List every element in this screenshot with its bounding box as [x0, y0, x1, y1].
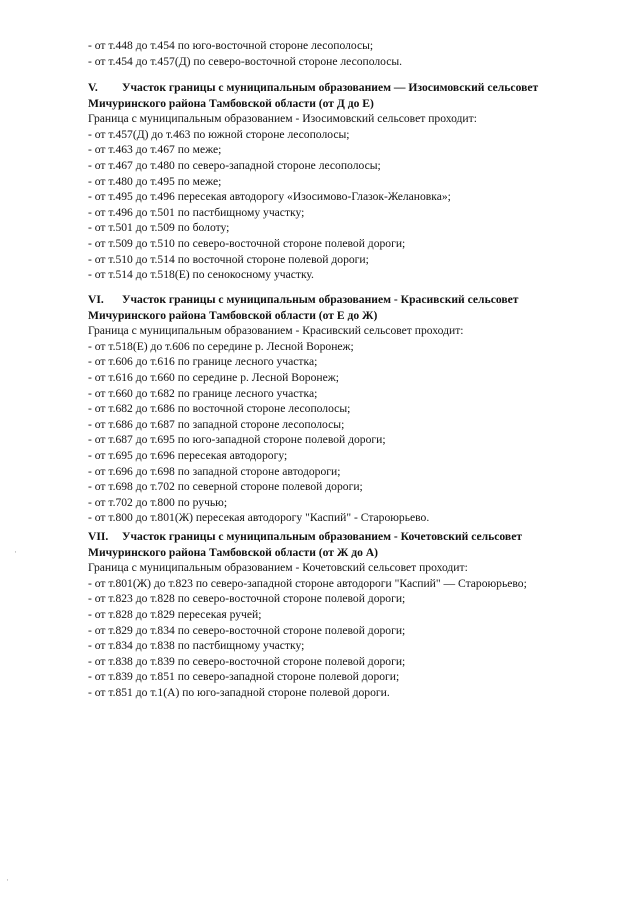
list-item: - от т.682 до т.686 по восточной стороне лесополосы; — [88, 402, 351, 416]
list-item: - от т.496 до т.501 по пастбищному участку; — [88, 205, 305, 219]
section-intro: Граница с муниципальным образованием - Кочетовский сельсовет проходит: — [88, 561, 468, 575]
list-item: - от т.838 до т.839 по северо-восточной стороне полевой дороги; — [88, 654, 406, 668]
list-item: - от т.801(Ж) до т.823 по северо-западной стороне автодороги "Каспий" — Староюрьево; — [88, 576, 527, 590]
section-number: VII. — [88, 530, 109, 543]
list-item: - от т.509 до т.510 по северо-восточной стороне полевой дороги; — [88, 236, 406, 250]
list-item: - от т.448 до т.454 по юго-восточной стороне лесополосы; — [88, 39, 374, 52]
scan-speck: · — [6, 875, 9, 885]
list-item: - от т.616 до т.660 по середине р. Лесной Воронеж; — [88, 370, 339, 384]
section-heading — [88, 292, 608, 308]
section-heading-continued: Мичуринского района Тамбовской области (от Ж до А) — [88, 545, 379, 559]
section-heading — [88, 80, 608, 96]
list-item: - от т.829 до т.834 по северо-восточной стороне полевой дороги; — [88, 623, 406, 637]
section-vii — [88, 529, 608, 701]
list-item: - от т.510 до т.514 по восточной стороне полевой дороги; — [88, 252, 369, 266]
section-vi — [88, 292, 608, 526]
section-title: Участок границы с муниципальным образованием - Красивский сельсовет — [122, 293, 519, 306]
section-v — [88, 80, 608, 283]
list-item: - от т.606 до т.616 по границе лесного участка; — [88, 355, 318, 369]
list-item: - от т.696 до т.698 по западной стороне автодороги; — [88, 464, 341, 478]
list-item: - от т.457(Д) до т.463 по южной стороне лесополосы; — [88, 127, 350, 141]
list-item: - от т.828 до т.829 пересекая ручей; — [88, 607, 262, 621]
list-item: - от т.518(Е) до т.606 по середине р. Лесной Воронеж; — [88, 339, 354, 353]
list-item: - от т.839 до т.851 по северо-западной стороне полевой дороги; — [88, 670, 400, 684]
list-item: - от т.495 до т.496 пересекая автодорогу «Изосимово-Глазок-Желановка»; — [88, 190, 451, 204]
section-number: V. — [88, 81, 98, 94]
list-item: - от т.834 до т.838 по пастбищному участку; — [88, 639, 305, 653]
list-item: - от т.851 до т.1(А) по юго-западной стороне полевой дороги. — [88, 685, 390, 699]
scan-speck: · — [14, 547, 17, 557]
section-heading-continued: Мичуринского района Тамбовской области (от Д до Е) — [88, 96, 374, 110]
section-intro: Граница с муниципальным образованием - Красивский сельсовет проходит: — [88, 324, 464, 338]
list-item: - от т.467 до т.480 по северо-западной стороне лесополосы; — [88, 158, 381, 172]
section-title: Участок границы с муниципальным образованием - Кочетовский сельсовет — [122, 530, 523, 543]
list-item: - от т.480 до т.495 по меже; — [88, 174, 222, 188]
section-intro: Граница с муниципальным образованием - Изосимовский сельсовет проходит: — [88, 112, 477, 126]
list-item: - от т.702 до т.800 по ручью; — [88, 495, 228, 509]
section-heading-continued: Мичуринского района Тамбовской области (от Е до Ж) — [88, 308, 378, 322]
list-item: - от т.695 до т.696 пересекая автодорогу; — [88, 448, 288, 462]
section-number: VI. — [88, 293, 104, 306]
list-item: - от т.698 до т.702 по северной стороне полевой дороги; — [88, 480, 363, 494]
list-item: - от т.463 до т.467 по меже; — [88, 143, 222, 157]
list-item: - от т.687 до т.695 по юго-западной стороне полевой дороги; — [88, 433, 386, 447]
list-item: - от т.823 до т.828 по северо-восточной стороне полевой дороги; — [88, 592, 406, 606]
list-item: - от т.501 до т.509 по болоту; — [88, 221, 230, 235]
list-item: - от т.660 до т.682 по границе лесного участка; — [88, 386, 318, 400]
section-title: Участок границы с муниципальным образованием — Изосимовский сельсовет — [122, 81, 539, 94]
list-item: - от т.800 до т.801(Ж) пересекая автодорогу "Каспий" - Староюрьево. — [88, 511, 430, 525]
continued-list — [88, 38, 608, 69]
section-heading — [88, 529, 608, 545]
list-item: - от т.686 до т.687 по западной стороне лесополосы; — [88, 417, 345, 431]
list-item: - от т.514 до т.518(Е) по сенокосному участку. — [88, 268, 314, 282]
list-item: - от т.454 до т.457(Д) по северо-восточной стороне лесополосы. — [88, 54, 403, 68]
